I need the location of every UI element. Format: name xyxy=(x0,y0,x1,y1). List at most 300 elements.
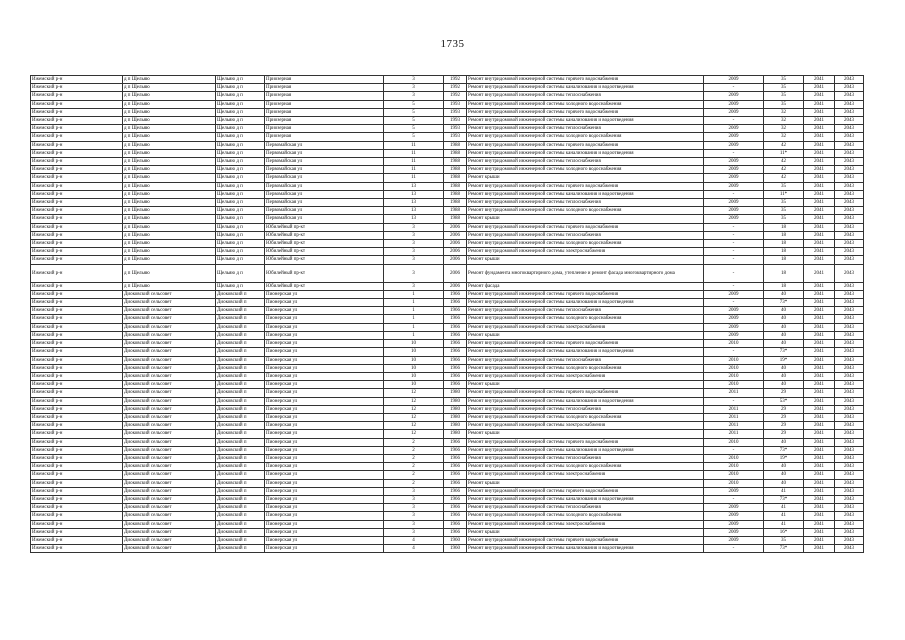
cell-municipality: Диоковский сельсовет xyxy=(123,479,216,487)
cell-last-repair-year: 2011 xyxy=(704,389,764,397)
cell-house-number: 1 xyxy=(384,323,444,331)
cell-house-number: 10 xyxy=(384,364,444,372)
cell-locality: Диоковский п xyxy=(216,504,265,512)
cell-end-year: 2043 xyxy=(835,438,864,446)
cell-build-year: 1966 xyxy=(444,463,467,471)
cell-municipality: д п Щельяю xyxy=(123,108,216,116)
cell-street: Приозерная xyxy=(265,76,384,84)
cell-house-number: 5 xyxy=(384,117,444,125)
cell-wear-percent: 35 xyxy=(764,215,804,223)
table-row xyxy=(31,207,864,215)
cell-end-year: 2043 xyxy=(835,158,864,166)
cell-house-number: 11 xyxy=(384,149,444,157)
cell-end-year: 2043 xyxy=(835,133,864,141)
cell-wear-percent: 40 xyxy=(764,323,804,331)
cell-municipality: д п Щельяю xyxy=(123,248,216,256)
cell-municipality: Диоковский сельсовет xyxy=(123,430,216,438)
cell-district: Ижемский р-н xyxy=(31,389,123,397)
cell-house-number: 3 xyxy=(384,92,444,100)
cell-locality: Диоковский п xyxy=(216,422,265,430)
cell-municipality: Диоковский сельсовет xyxy=(123,454,216,462)
cell-locality: Диоковский п xyxy=(216,512,265,520)
cell-locality: Щельяю д п xyxy=(216,207,265,215)
cell-last-repair-year: - xyxy=(704,348,764,356)
cell-end-year: 2043 xyxy=(835,520,864,528)
cell-street: Пионерская ул xyxy=(265,528,384,536)
cell-district: Ижемский р-н xyxy=(31,446,123,454)
cell-end-year: 2043 xyxy=(835,117,864,125)
cell-street: Приозерная xyxy=(265,108,384,116)
cell-street: Первомайская ул xyxy=(265,141,384,149)
cell-district: Ижемский р-н xyxy=(31,454,123,462)
cell-work-type: Ремонт внутридомовой инженерной системы теплоснабжения xyxy=(467,356,704,364)
cell-house-number: 3 xyxy=(384,512,444,520)
cell-locality: Щельяю д п xyxy=(216,166,265,174)
cell-wear-percent: 40 xyxy=(764,331,804,339)
cell-build-year: 1966 xyxy=(444,340,467,348)
cell-last-repair-year: 2009 xyxy=(704,536,764,544)
cell-end-year: 2043 xyxy=(835,430,864,438)
cell-build-year: 1966 xyxy=(444,512,467,520)
cell-work-type: Ремонт внутридомовой инженерной системы горячего водоснабжения xyxy=(467,536,704,544)
cell-wear-percent: 32 xyxy=(764,125,804,133)
cell-locality: Щельяю д п xyxy=(216,108,265,116)
table-row xyxy=(31,125,864,133)
cell-street: Пионерская ул xyxy=(265,381,384,389)
cell-work-type: Ремонт внутридомовой инженерной системы холодного водоснабжения xyxy=(467,240,704,248)
cell-build-year: 1966 xyxy=(444,479,467,487)
cell-wear-percent: 40 xyxy=(764,471,804,479)
cell-municipality: д п Щельяю xyxy=(123,223,216,231)
cell-wear-percent: 32 xyxy=(764,133,804,141)
cell-locality: Щельяю д п xyxy=(216,158,265,166)
cell-street: Юбилейный пр-кт xyxy=(265,248,384,256)
cell-wear-percent: 29 xyxy=(764,422,804,430)
cell-work-type: Ремонт фундамента многоквартирного дома, утепление и ремонт фасада многоквартирного дома xyxy=(467,264,704,282)
cell-build-year: 1966 xyxy=(444,495,467,503)
cell-district: Ижемский р-н xyxy=(31,381,123,389)
cell-wear-percent: 35 xyxy=(764,76,804,84)
cell-wear-percent: 35 xyxy=(764,84,804,92)
table-row xyxy=(31,381,864,389)
cell-district: Ижемский р-н xyxy=(31,158,123,166)
cell-end-year: 2043 xyxy=(835,487,864,495)
cell-work-type: Ремонт крыши xyxy=(467,331,704,339)
table-row xyxy=(31,84,864,92)
cell-house-number: 5 xyxy=(384,133,444,141)
cell-municipality: Диоковский сельсовет xyxy=(123,545,216,553)
cell-end-year: 2043 xyxy=(835,536,864,544)
table-row xyxy=(31,149,864,157)
cell-last-repair-year: - xyxy=(704,231,764,239)
cell-build-year: 1992 xyxy=(444,84,467,92)
cell-district: Ижемский р-н xyxy=(31,240,123,248)
cell-municipality: Диоковский сельсовет xyxy=(123,463,216,471)
cell-build-year: 1966 xyxy=(444,471,467,479)
cell-build-year: 1966 xyxy=(444,438,467,446)
cell-wear-percent: 41 xyxy=(764,504,804,512)
table-row xyxy=(31,528,864,536)
cell-end-year: 2043 xyxy=(835,240,864,248)
cell-build-year: 1980 xyxy=(444,413,467,421)
cell-last-repair-year: 2009 xyxy=(704,199,764,207)
cell-street: Пионерская ул xyxy=(265,348,384,356)
cell-district: Ижемский р-н xyxy=(31,299,123,307)
table-row xyxy=(31,454,864,462)
table-row xyxy=(31,215,864,223)
cell-house-number: 12 xyxy=(384,389,444,397)
cell-work-type: Ремонт внутридомовой инженерной системы канализования и водоотведения xyxy=(467,190,704,198)
cell-build-year: 1988 xyxy=(444,174,467,182)
cell-end-year: 2043 xyxy=(835,76,864,84)
cell-work-type: Ремонт внутридомовой инженерной системы канализования и водоотведения xyxy=(467,545,704,553)
cell-start-year: 2041 xyxy=(804,536,835,544)
cell-municipality: Диоковский сельсовет xyxy=(123,520,216,528)
cell-municipality: Диоковский сельсовет xyxy=(123,290,216,298)
cell-last-repair-year: - xyxy=(704,190,764,198)
cell-street: Первомайская ул xyxy=(265,158,384,166)
table-row xyxy=(31,446,864,454)
cell-district: Ижемский р-н xyxy=(31,348,123,356)
cell-build-year: 1993 xyxy=(444,117,467,125)
cell-street: Приозерная xyxy=(265,84,384,92)
cell-end-year: 2043 xyxy=(835,149,864,157)
table-row xyxy=(31,495,864,503)
cell-last-repair-year: 2010 xyxy=(704,471,764,479)
cell-municipality: Диоковский сельсовет xyxy=(123,397,216,405)
cell-work-type: Ремонт внутридомовой инженерной системы горячего водоснабжения xyxy=(467,487,704,495)
cell-municipality: Диоковский сельсовет xyxy=(123,471,216,479)
cell-end-year: 2043 xyxy=(835,231,864,239)
cell-end-year: 2043 xyxy=(835,190,864,198)
cell-start-year: 2041 xyxy=(804,290,835,298)
cell-locality: Щельяю д п xyxy=(216,256,265,264)
cell-district: Ижемский р-н xyxy=(31,282,123,290)
cell-wear-percent: 41 xyxy=(764,512,804,520)
cell-end-year: 2043 xyxy=(835,504,864,512)
table-row xyxy=(31,438,864,446)
cell-municipality: Диоковский сельсовет xyxy=(123,438,216,446)
cell-municipality: д п Щельяю xyxy=(123,100,216,108)
table-row xyxy=(31,545,864,553)
cell-locality: Щельяю д п xyxy=(216,117,265,125)
cell-municipality: д п Щельяю xyxy=(123,84,216,92)
table-row xyxy=(31,92,864,100)
cell-street: Пионерская ул xyxy=(265,413,384,421)
cell-last-repair-year: 2009 xyxy=(704,487,764,495)
cell-street: Пионерская ул xyxy=(265,512,384,520)
table-row xyxy=(31,264,864,282)
table-row xyxy=(31,397,864,405)
cell-house-number: 12 xyxy=(384,422,444,430)
cell-last-repair-year: 2010 xyxy=(704,356,764,364)
cell-build-year: 1966 xyxy=(444,487,467,495)
cell-municipality: Диоковский сельсовет xyxy=(123,413,216,421)
cell-work-type: Ремонт фасада xyxy=(467,282,704,290)
cell-work-type: Ремонт внутридомовой инженерной системы холодного водоснабжения xyxy=(467,207,704,215)
cell-last-repair-year: - xyxy=(704,240,764,248)
table-row xyxy=(31,199,864,207)
cell-wear-percent: 11* xyxy=(764,190,804,198)
cell-build-year: 1966 xyxy=(444,381,467,389)
cell-start-year: 2041 xyxy=(804,149,835,157)
cell-last-repair-year: 2010 xyxy=(704,438,764,446)
cell-street: Первомайская ул xyxy=(265,207,384,215)
cell-district: Ижемский р-н xyxy=(31,100,123,108)
cell-municipality: д п Щельяю xyxy=(123,76,216,84)
cell-start-year: 2041 xyxy=(804,199,835,207)
cell-locality: Щельяю д п xyxy=(216,141,265,149)
cell-work-type: Ремонт внутридомовой инженерной системы теплоснабжения xyxy=(467,231,704,239)
cell-district: Ижемский р-н xyxy=(31,182,123,190)
cell-district: Ижемский р-н xyxy=(31,166,123,174)
table-row xyxy=(31,315,864,323)
cell-start-year: 2041 xyxy=(804,528,835,536)
cell-start-year: 2041 xyxy=(804,520,835,528)
cell-start-year: 2041 xyxy=(804,215,835,223)
cell-build-year: 1966 xyxy=(444,520,467,528)
cell-district: Ижемский р-н xyxy=(31,248,123,256)
cell-wear-percent: 35 xyxy=(764,199,804,207)
cell-build-year: 1966 xyxy=(444,364,467,372)
cell-work-type: Ремонт внутридомовой инженерной системы электроснабжения xyxy=(467,323,704,331)
cell-locality: Щельяю д п xyxy=(216,125,265,133)
cell-street: Пионерская ул xyxy=(265,463,384,471)
cell-locality: Щельяю д п xyxy=(216,282,265,290)
cell-last-repair-year: 2009 xyxy=(704,307,764,315)
cell-house-number: 13 xyxy=(384,190,444,198)
page-number: 1735 xyxy=(440,38,465,50)
cell-district: Ижемский р-н xyxy=(31,372,123,380)
cell-house-number: 13 xyxy=(384,207,444,215)
cell-wear-percent: 19* xyxy=(764,454,804,462)
cell-municipality: д п Щельяю xyxy=(123,174,216,182)
cell-street: Пионерская ул xyxy=(265,397,384,405)
table-row xyxy=(31,356,864,364)
cell-end-year: 2043 xyxy=(835,199,864,207)
cell-locality: Диоковский п xyxy=(216,389,265,397)
cell-wear-percent: 40 xyxy=(764,372,804,380)
table-row xyxy=(31,190,864,198)
cell-district: Ижемский р-н xyxy=(31,108,123,116)
cell-wear-percent: 73* xyxy=(764,348,804,356)
cell-locality: Диоковский п xyxy=(216,520,265,528)
cell-last-repair-year: - xyxy=(704,84,764,92)
cell-end-year: 2043 xyxy=(835,323,864,331)
cell-end-year: 2043 xyxy=(835,290,864,298)
cell-work-type: Ремонт внутридомовой инженерной системы холодного водоснабжения xyxy=(467,512,704,520)
cell-start-year: 2041 xyxy=(804,141,835,149)
cell-start-year: 2041 xyxy=(804,381,835,389)
table-row xyxy=(31,471,864,479)
cell-work-type: Ремонт внутридомовой инженерной системы теплоснабжения xyxy=(467,92,704,100)
cell-end-year: 2043 xyxy=(835,389,864,397)
cell-wear-percent: 35 xyxy=(764,536,804,544)
cell-house-number: 2 xyxy=(384,446,444,454)
cell-end-year: 2043 xyxy=(835,307,864,315)
cell-start-year: 2041 xyxy=(804,348,835,356)
cell-start-year: 2041 xyxy=(804,356,835,364)
cell-last-repair-year: 2011 xyxy=(704,405,764,413)
cell-build-year: 1992 xyxy=(444,92,467,100)
cell-street: Приозерная xyxy=(265,100,384,108)
cell-district: Ижемский р-н xyxy=(31,430,123,438)
cell-build-year: 1966 xyxy=(444,372,467,380)
table-row xyxy=(31,256,864,264)
cell-start-year: 2041 xyxy=(804,512,835,520)
cell-build-year: 1993 xyxy=(444,125,467,133)
cell-last-repair-year: 2010 xyxy=(704,454,764,462)
cell-wear-percent: 40 xyxy=(764,438,804,446)
cell-start-year: 2041 xyxy=(804,446,835,454)
cell-end-year: 2043 xyxy=(835,215,864,223)
cell-last-repair-year: - xyxy=(704,256,764,264)
cell-work-type: Ремонт внутридомовой инженерной системы теплоснабжения xyxy=(467,454,704,462)
cell-start-year: 2041 xyxy=(804,438,835,446)
cell-street: Пионерская ул xyxy=(265,422,384,430)
cell-house-number: 12 xyxy=(384,397,444,405)
cell-district: Ижемский р-н xyxy=(31,323,123,331)
cell-wear-percent: 18 xyxy=(764,240,804,248)
cell-house-number: 12 xyxy=(384,405,444,413)
cell-work-type: Ремонт крыши xyxy=(467,381,704,389)
cell-municipality: д п Щельяю xyxy=(123,190,216,198)
cell-build-year: 1988 xyxy=(444,149,467,157)
cell-street: Пионерская ул xyxy=(265,545,384,553)
cell-district: Ижемский р-н xyxy=(31,84,123,92)
cell-work-type: Ремонт внутридомовой инженерной системы горячего водоснабжения xyxy=(467,340,704,348)
cell-end-year: 2043 xyxy=(835,479,864,487)
cell-district: Ижемский р-н xyxy=(31,520,123,528)
cell-build-year: 1980 xyxy=(444,430,467,438)
cell-end-year: 2043 xyxy=(835,92,864,100)
cell-end-year: 2043 xyxy=(835,299,864,307)
cell-build-year: 2006 xyxy=(444,282,467,290)
cell-locality: Диоковский п xyxy=(216,331,265,339)
cell-last-repair-year: 2010 xyxy=(704,372,764,380)
cell-wear-percent: 73* xyxy=(764,446,804,454)
table-row xyxy=(31,487,864,495)
cell-district: Ижемский р-н xyxy=(31,141,123,149)
cell-start-year: 2041 xyxy=(804,389,835,397)
cell-house-number: 10 xyxy=(384,340,444,348)
cell-start-year: 2041 xyxy=(804,430,835,438)
cell-last-repair-year: - xyxy=(704,495,764,503)
cell-start-year: 2041 xyxy=(804,504,835,512)
cell-start-year: 2041 xyxy=(804,108,835,116)
cell-work-type: Ремонт внутридомовой инженерной системы горячего водоснабжения xyxy=(467,108,704,116)
cell-start-year: 2041 xyxy=(804,207,835,215)
cell-district: Ижемский р-н xyxy=(31,438,123,446)
cell-district: Ижемский р-н xyxy=(31,207,123,215)
cell-street: Юбилейный пр-кт xyxy=(265,240,384,248)
cell-house-number: 10 xyxy=(384,381,444,389)
cell-end-year: 2043 xyxy=(835,495,864,503)
cell-street: Юбилейный пр-кт xyxy=(265,256,384,264)
cell-house-number: 2 xyxy=(384,479,444,487)
cell-end-year: 2043 xyxy=(835,182,864,190)
cell-street: Пионерская ул xyxy=(265,487,384,495)
cell-house-number: 11 xyxy=(384,158,444,166)
cell-municipality: Диоковский сельсовет xyxy=(123,504,216,512)
cell-last-repair-year: 2011 xyxy=(704,422,764,430)
table-row xyxy=(31,141,864,149)
cell-last-repair-year: - xyxy=(704,446,764,454)
cell-municipality: д п Щельяю xyxy=(123,199,216,207)
cell-locality: Диоковский п xyxy=(216,545,265,553)
cell-start-year: 2041 xyxy=(804,397,835,405)
cell-build-year: 1966 xyxy=(444,446,467,454)
cell-municipality: д п Щельяю xyxy=(123,141,216,149)
cell-build-year: 2006 xyxy=(444,264,467,282)
cell-start-year: 2041 xyxy=(804,471,835,479)
cell-house-number: 13 xyxy=(384,199,444,207)
cell-end-year: 2043 xyxy=(835,528,864,536)
cell-locality: Щельяю д п xyxy=(216,223,265,231)
cell-locality: Диоковский п xyxy=(216,323,265,331)
cell-municipality: д п Щельяю xyxy=(123,117,216,125)
cell-wear-percent: 42 xyxy=(764,141,804,149)
cell-locality: Диоковский п xyxy=(216,430,265,438)
cell-wear-percent: 32 xyxy=(764,108,804,116)
cell-house-number: 11 xyxy=(384,141,444,149)
cell-wear-percent: 18 xyxy=(764,231,804,239)
cell-locality: Диоковский п xyxy=(216,307,265,315)
cell-locality: Диоковский п xyxy=(216,454,265,462)
cell-last-repair-year: - xyxy=(704,545,764,553)
cell-end-year: 2043 xyxy=(835,174,864,182)
cell-end-year: 2043 xyxy=(835,413,864,421)
cell-work-type: Ремонт внутридомовой инженерной системы холодного водоснабжения xyxy=(467,166,704,174)
cell-last-repair-year: 2009 xyxy=(704,174,764,182)
cell-street: Пионерская ул xyxy=(265,323,384,331)
cell-district: Ижемский р-н xyxy=(31,264,123,282)
table-row xyxy=(31,463,864,471)
cell-last-repair-year: 2010 xyxy=(704,479,764,487)
cell-house-number: 11 xyxy=(384,174,444,182)
cell-work-type: Ремонт внутридомовой инженерной системы канализования и водоотведения xyxy=(467,149,704,157)
table-row xyxy=(31,512,864,520)
cell-end-year: 2043 xyxy=(835,256,864,264)
cell-work-type: Ремонт крыши xyxy=(467,528,704,536)
cell-end-year: 2043 xyxy=(835,512,864,520)
cell-work-type: Ремонт внутридомовой инженерной системы холодного водоснабжения xyxy=(467,413,704,421)
cell-municipality: Диоковский сельсовет xyxy=(123,389,216,397)
cell-street: Пионерская ул xyxy=(265,389,384,397)
cell-street: Приозерная xyxy=(265,92,384,100)
table-row xyxy=(31,108,864,116)
cell-locality: Диоковский п xyxy=(216,290,265,298)
cell-street: Приозерная xyxy=(265,125,384,133)
cell-last-repair-year: 2009 xyxy=(704,331,764,339)
cell-house-number: 3 xyxy=(384,495,444,503)
cell-build-year: 1966 xyxy=(444,504,467,512)
cell-end-year: 2043 xyxy=(835,166,864,174)
cell-locality: Диоковский п xyxy=(216,372,265,380)
cell-start-year: 2041 xyxy=(804,231,835,239)
cell-locality: Диоковский п xyxy=(216,397,265,405)
cell-municipality: д п Щельяю xyxy=(123,231,216,239)
cell-start-year: 2041 xyxy=(804,307,835,315)
cell-work-type: Ремонт внутридомовой инженерной системы теплоснабжения xyxy=(467,307,704,315)
cell-start-year: 2041 xyxy=(804,100,835,108)
cell-street: Пионерская ул xyxy=(265,520,384,528)
cell-house-number: 1 xyxy=(384,299,444,307)
cell-locality: Диоковский п xyxy=(216,495,265,503)
cell-end-year: 2043 xyxy=(835,381,864,389)
cell-last-repair-year: 2009 xyxy=(704,133,764,141)
cell-last-repair-year: - xyxy=(704,248,764,256)
